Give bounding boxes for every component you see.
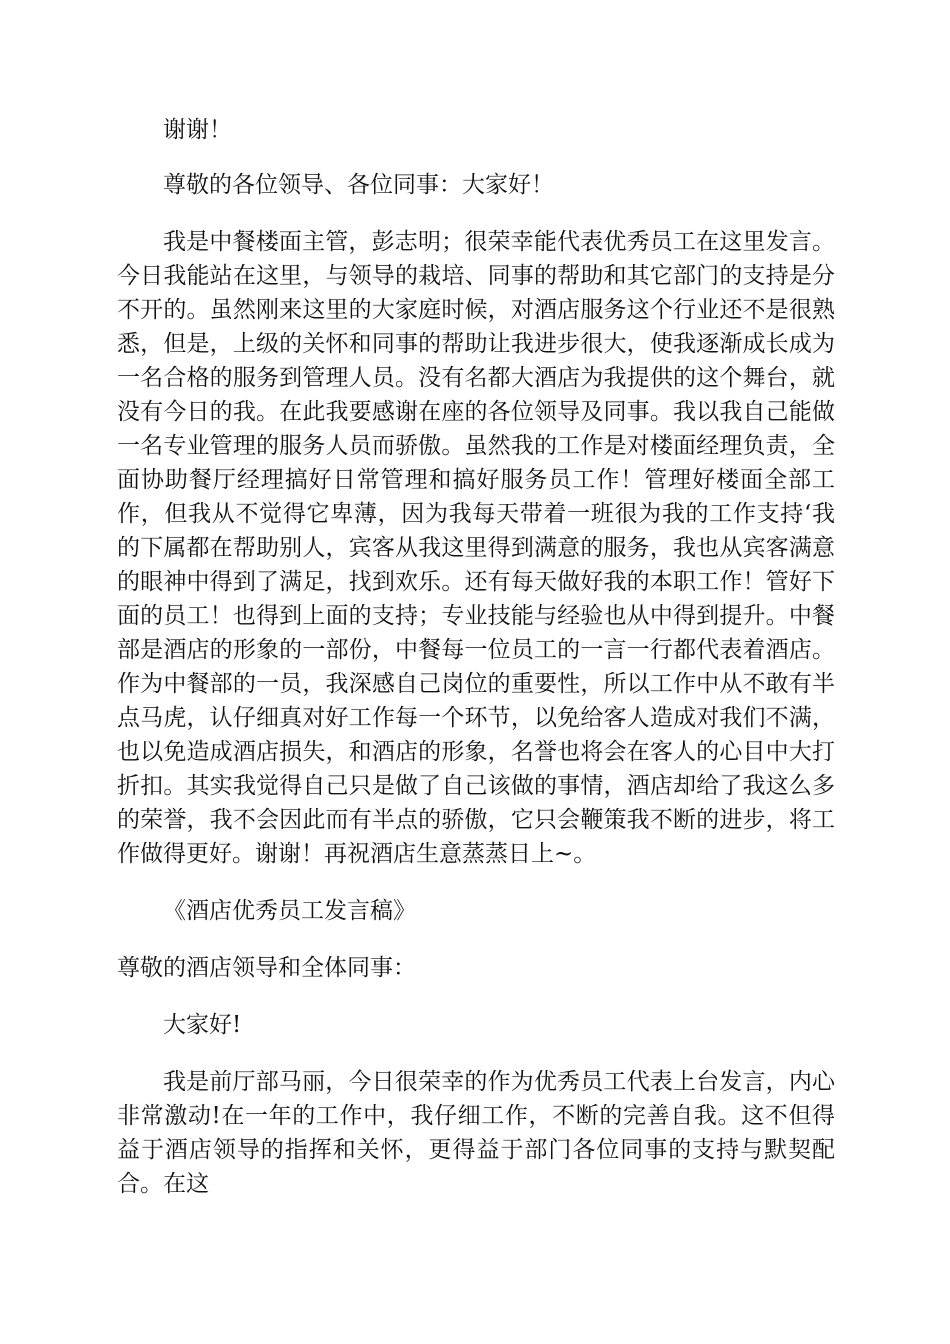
greeting-2: 大家好! (163, 1012, 242, 1038)
speech-title: 《酒店优秀员工发言稿》 (163, 898, 416, 924)
speech-body-1: 我是中餐楼面主管，彭志明；很荣幸能代表优秀员工在这里发言。今日我能站在这里，与领导的栽培、同事的帮助和其它部门的支持是分不开的。虽然刚来这里的大家庭时候，对酒店服务这个行业还不是很熟悉，但是，上级的关怀和同事的帮助让我进步很大，使我逐渐成长成为一名合格的服务到管理人员。没有名都大酒店为我提供的这个舞台，就没有今日的我。在此我要感谢在座的各位领导及同事。我以我自己能做一名专业管理的服务人员而骄傲。虽然我的工作是对楼面经理负责，全面协助餐厅经理搞好日常管理和搞好服务员工作！管理好楼面全部工作，但我从不觉得它卑薄，因为我每天带着一班很为我的工作支持‘我的下属都在帮助别人，宾客从我这里得到满意的服务，我也从宾客满意的眼神中得到了满足，找到欢乐。还有每天做好我的本职工作！管好下面的员工！也得到上面的支持；专业技能与经验也从中得到提升。中餐部是酒店的形象的一部份，中餐每一位员工的一言一行都代表着酒店。作为中餐部的一员，我深感自己岗位的重要性，所以工作中从不敢有半点马虎，认仔细真对好工作每一个环节，以免给客人造成对我们不满，也以免造成酒店损失，和酒店的形象，名誉也将会在客人的心目中大打折扣。其实我觉得自己只是做了自己该做的事情，酒店却给了我这么多的荣誉，我不会因此而有半点的骄傲，它只会鞭策我不断的进步，将工作做得更好。谢谢！再祝酒店生意蒸蒸日上~。 (117, 229, 835, 867)
speech-body-2: 我是前厅部马丽，今日很荣幸的作为优秀员工代表上台发言，内心非常激动!在一年的工作中，我仔细工作，不断的完善自我。这不但得益于酒店领导的指挥和关怀，更得益于部门各位同事的支持与默契配合。在这 (117, 1069, 835, 1197)
closing-thanks: 谢谢！ (163, 117, 232, 143)
salutation-2: 尊敬的酒店领导和全体同事： (117, 955, 416, 981)
salutation-1: 尊敬的各位领导、各位同事：大家好！ (163, 172, 554, 198)
document-body (117, 113, 835, 1201)
